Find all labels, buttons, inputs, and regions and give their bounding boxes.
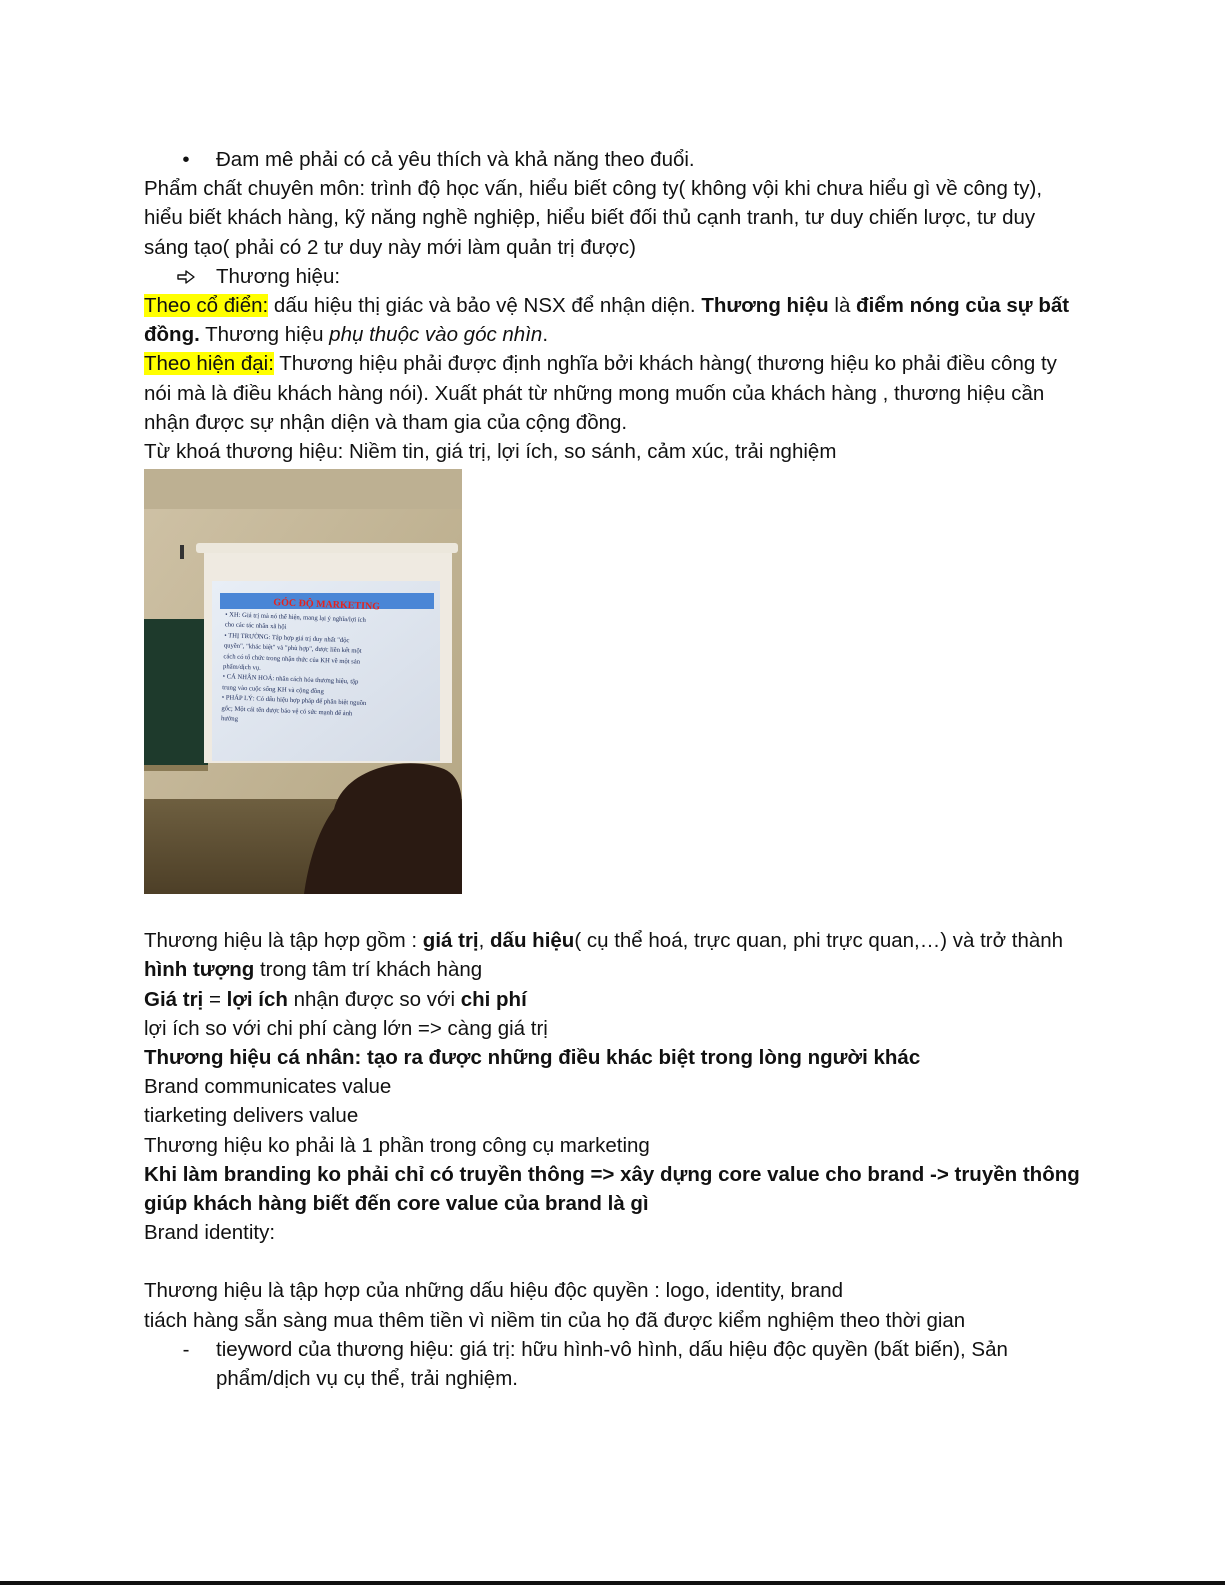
empty-line xyxy=(144,1247,1084,1276)
keywords-line: Từ khoá thương hiệu: Niềm tin, giá trị, lợi ích, so sánh, cảm xúc, trải nghiệm xyxy=(144,440,837,464)
branding-line: Khi làm branding ko phải chỉ có truyền thông => xây dựng core value cho brand -> truyền thông giúp khách hàng biết đến core value của brand là gì xyxy=(144,1162,1080,1216)
document-body xyxy=(144,145,1084,1393)
bullet-dot-icon: • xyxy=(182,148,190,171)
highlight-classic: Theo cổ điển: xyxy=(144,294,269,318)
dash-item: - tieyword của thương hiệu: giá trị: hữu hình-vô hình, dấu hiệu độc quyền (bất biến), Sản phẩm/dịch vụ cụ thể, trải nghiệm. xyxy=(144,1335,1084,1393)
brand-identity-line: Brand identity: xyxy=(144,1221,276,1245)
paragraph-classic: Theo cổ điển: dấu hiệu thị giác và bảo vệ NSX để nhận diện. Thương hiệu là điểm nóng của sự bất đồng. Thương hiệu phụ thuộc vào góc nhìn. xyxy=(144,294,1070,347)
slide-title: GÓC ĐỘ MARKETING xyxy=(273,597,381,613)
not-part-line: Thương hiệu ko phải là 1 phần trong công cụ marketing xyxy=(144,1133,650,1157)
dash-marker-icon: - xyxy=(182,1337,190,1361)
bullet-item: • Đam mê phải có cả yêu thích và khả năng theo đuổi. xyxy=(144,145,1084,174)
benefit-line: lợi ích so với chi phí càng lớn => càng giá trị xyxy=(144,1016,548,1040)
arrow-right-icon xyxy=(174,262,198,291)
classroom-slide-photo xyxy=(144,469,462,894)
marketing-delivers-line: tiarketing delivers value xyxy=(144,1104,359,1128)
brand-communicates-line: Brand communicates value xyxy=(144,1075,392,1099)
personal-brand-line: Thương hiệu cá nhân: tạo ra được những điều khác biệt trong lòng người khác xyxy=(144,1046,921,1070)
exclusive-signs-line: Thương hiệu là tập hợp của những dấu hiệu độc quyền : logo, identity, brand xyxy=(144,1279,844,1303)
paragraph-brand-definition: Thương hiệu là tập hợp gồm : giá trị, dấu hiệu( cụ thể hoá, trực quan, phi trực quan,…) và trở thành hình tượng trong tâm trí khách hàng xyxy=(144,929,1064,982)
highlight-modern: Theo hiện đại: xyxy=(144,352,274,376)
slide-body: • XH: Giá trị mà nó thể hiện, mang lại ý nghĩa/lợi ích cho các tác nhân xã hội • THỊ TRƯỜNG: Tập hợp giá trị duy nhất "độc quyền", "khác biệt" và "phù hợp", được liên kết một cách có tổ chức trong nhận thức của KH về một sản phẩm/dịch vụ. • CÁ NHÂN HOÁ: nhân cách hóa thương hiệu, tập trung vào cuộc sống KH và cộng đồng • PHÁP LÝ: Có dấu hiệu hợp pháp để phân biệt nguồn gốc; Một cái tên được bảo vệ có sức mạnh để ảnh hưởng xyxy=(220,611,367,724)
paragraph-professional-qualities: Phẩm chất chuyên môn: trình độ học vấn, hiểu biết công ty( không vội khi chưa hiểu gì về công ty), hiểu biết khách hàng, kỹ năng nghề nghiệp, hiểu biết đối thủ cạnh tranh, tư duy chiến lược, tư duy sáng tạo( phải có 2 tư duy này mới làm quản trị được) xyxy=(144,177,1043,259)
trust-line: tiách hàng sẵn sàng mua thêm tiền vì niềm tin của họ đã được kiểm nghiệm theo thời gian xyxy=(144,1308,966,1332)
page-bottom-border xyxy=(0,1581,1225,1585)
slide-content xyxy=(213,594,433,768)
paragraph-modern: Theo hiện đại: Thương hiệu phải được định nghĩa bởi khách hàng( thương hiệu ko phải điều công ty nói mà là điều khách hàng nói). Xuất phát từ những mong muốn của khách hàng , thương hiệu cần nhận được sự nhận diện và tham gia của cộng đồng. xyxy=(144,352,1057,434)
arrow-item: Thương hiệu: xyxy=(144,262,1084,291)
value-formula: Giá trị = lợi ích nhận được so với chi phí xyxy=(144,987,527,1011)
